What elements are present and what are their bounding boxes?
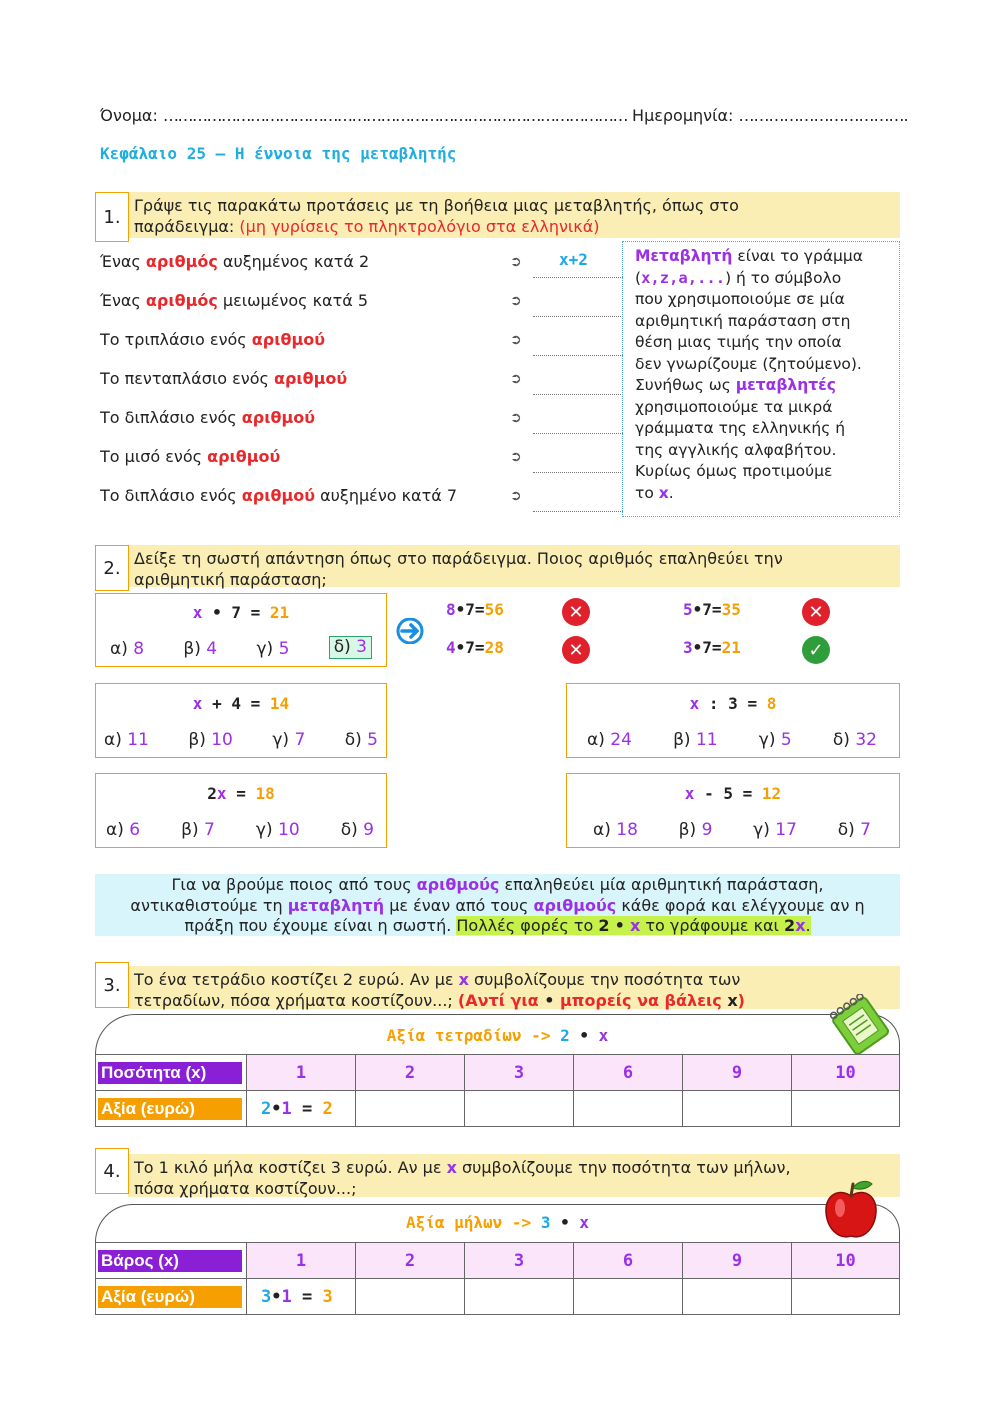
- example-question-box: [95, 593, 387, 667]
- section2-number: 2.: [95, 545, 129, 591]
- apple-icon: [820, 1178, 882, 1246]
- example-cell: 3•1 = 3: [247, 1279, 356, 1315]
- answer-field[interactable]: [533, 445, 623, 473]
- option-a[interactable]: α) 8: [110, 639, 145, 659]
- check-expression: 5•7=35: [683, 600, 741, 619]
- question-box-4: [566, 773, 900, 848]
- table2-row-weight: [96, 1243, 900, 1279]
- right-arrow-icon: [396, 618, 424, 648]
- option-d[interactable]: δ) 5: [344, 730, 378, 750]
- table2-row-value: [96, 1279, 900, 1315]
- table1-row-value: [96, 1091, 900, 1127]
- name-line: [100, 106, 908, 125]
- section1-instruction: Γράψε τις παρακάτω προτάσεις με τη βοήθεια μιας μεταβλητής, όπως στο παράδειγμα: (μη γυρίσεις το πληκτρολόγιο στα ελληνικά): [128, 192, 900, 238]
- section4-instruction: Το 1 κιλό μήλα κοστίζει 3 ευρώ. Αν με x συμβολίζουμε την ποσότητα των μήλων, πόσα χρήματα κοστίζουν...;: [128, 1154, 900, 1197]
- option-d-selected[interactable]: δ) 3: [329, 636, 372, 659]
- answer-cell[interactable]: [792, 1091, 900, 1127]
- section4-number: 4.: [95, 1148, 129, 1194]
- answer-field[interactable]: [533, 328, 623, 356]
- col-value: 3: [465, 1243, 574, 1279]
- sentence-row: Το τριπλάσιο ενός αριθμού: [100, 330, 326, 349]
- question-box-2: [566, 683, 900, 758]
- check-expression: 4•7=28: [446, 638, 504, 657]
- table1: [95, 1054, 900, 1127]
- arrow-icon: ➲: [510, 254, 522, 270]
- arrow-icon: ➲: [510, 371, 522, 387]
- options-3: [106, 820, 374, 840]
- answer-cell[interactable]: [356, 1279, 465, 1315]
- example-equation: x • 7 = 21: [192, 603, 290, 622]
- equation-3: 2x = 18: [207, 784, 275, 803]
- sentence-row: Το διπλάσιο ενός αριθμού αυξημένο κατά 7: [100, 486, 458, 505]
- answer-field[interactable]: [533, 484, 623, 512]
- highlight-tip: Πολλές φορές το 2 • x το γράφουμε και 2x.: [456, 916, 811, 935]
- date-field[interactable]: …………………………….: [738, 106, 908, 125]
- notebook-icon: [826, 994, 894, 1060]
- section1-number: 1.: [95, 192, 129, 242]
- answer-field[interactable]: x+2: [533, 250, 623, 278]
- answer-cell[interactable]: [574, 1091, 683, 1127]
- sentence-row: Ένας αριθμός μειωμένος κατά 5: [100, 291, 369, 310]
- option-c[interactable]: γ) 7: [272, 730, 306, 750]
- col-value: 9: [683, 1243, 792, 1279]
- sentence-row: Το μισό ενός αριθμού: [100, 447, 281, 466]
- answer-cell[interactable]: [465, 1279, 574, 1315]
- check-expression: 8•7=56: [446, 600, 504, 619]
- cross-icon: ✕: [562, 636, 590, 664]
- col-value: 9: [683, 1055, 792, 1091]
- col-value: 10: [792, 1243, 900, 1279]
- table1-title: Αξία τετραδίων -> 2 • x: [386, 1026, 609, 1045]
- option-c[interactable]: γ) 5: [758, 730, 792, 750]
- date-label: Ημερομηνία:: [632, 106, 734, 125]
- option-b[interactable]: β) 4: [183, 639, 218, 659]
- options-4: [593, 820, 871, 840]
- equation-2: x : 3 = 8: [689, 694, 777, 713]
- answer-field[interactable]: [533, 406, 623, 434]
- sentence-row: Ένας αριθμός αυξημένος κατά 2: [100, 252, 370, 271]
- option-d[interactable]: δ) 9: [340, 820, 374, 840]
- option-c[interactable]: γ) 5: [256, 639, 290, 659]
- check-icon: ✓: [802, 636, 830, 664]
- weight-label: Βάρος (x): [98, 1250, 242, 1272]
- arrow-icon: ➲: [510, 332, 522, 348]
- options-1: [104, 730, 378, 750]
- definition-box: Μεταβλητή είναι το γράμμα (x,z,a,...) ή το σύμβολο που χρησιμοποιούμε σε μία αριθμητική παράσταση στη θέση μιας τιμής την οποία δεν γνωρίζουμε (ζητούμενο). Συνήθως ως μεταβλητές χρησιμοποιούμε τα μικρά γράμματα της ελληνικής ή της αγγλικής αλφαβήτου. Κυρίως όμως προτιμούμε το x.: [622, 241, 900, 517]
- col-value: 6: [574, 1055, 683, 1091]
- options-2: [587, 730, 877, 750]
- option-d[interactable]: δ) 32: [832, 730, 877, 750]
- answer-cell[interactable]: [792, 1279, 900, 1315]
- arrow-icon: ➲: [510, 488, 522, 504]
- answer-cell[interactable]: [356, 1091, 465, 1127]
- option-b[interactable]: β) 9: [678, 820, 713, 840]
- equation-4: x - 5 = 12: [684, 784, 782, 803]
- option-b[interactable]: β) 10: [188, 730, 233, 750]
- option-a[interactable]: α) 18: [593, 820, 638, 840]
- section3-number: 3.: [95, 962, 129, 1008]
- name-field[interactable]: ……………………………………………………………………………………: [162, 106, 627, 125]
- col-value: 10: [792, 1055, 900, 1091]
- question-box-3: [95, 773, 387, 848]
- value-label: Αξία (ευρώ): [98, 1098, 242, 1120]
- question-box-1: [95, 683, 387, 758]
- cross-icon: ✕: [562, 598, 590, 626]
- option-d[interactable]: δ) 7: [837, 820, 871, 840]
- answer-cell[interactable]: [574, 1279, 683, 1315]
- col-value: 1: [247, 1243, 356, 1279]
- sentence-row: Το πενταπλάσιο ενός αριθμού: [100, 369, 348, 388]
- table2-title: Αξία μήλων -> 3 • x: [405, 1213, 590, 1232]
- answer-field[interactable]: [533, 367, 623, 395]
- answer-cell[interactable]: [683, 1279, 792, 1315]
- col-value: 3: [465, 1055, 574, 1091]
- col-value: 2: [356, 1055, 465, 1091]
- name-label: Όνομα:: [100, 106, 158, 125]
- col-value: 1: [247, 1055, 356, 1091]
- sentence-row: Το διπλάσιο ενός αριθμού: [100, 408, 316, 427]
- col-value: 6: [574, 1243, 683, 1279]
- arrow-icon: ➲: [510, 293, 522, 309]
- value-label: Αξία (ευρώ): [98, 1286, 242, 1308]
- section3-instruction: Το ένα τετράδιο κοστίζει 2 ευρώ. Αν με x συμβολίζουμε την ποσότητα των τετραδίων, πόσα χρήματα κοστίζουν...; (Αντί για • μπορείς να βάλεις x): [128, 966, 900, 1009]
- chapter-title: Κεφάλαιο 25 – Η έννοια της μεταβλητής: [100, 144, 457, 163]
- option-a[interactable]: α) 11: [104, 730, 149, 750]
- info-note: Για να βρούμε ποιος από τους αριθμούς επαληθεύει μία αριθμητική παράσταση, αντικαθιστούμε τη μεταβλητή με έναν από τους αριθμούς κάθε φορά και ελέγχουμε αν η πράξη που έχουμε είναι η σωστή. Πολλές φορές το 2 • x το γράφουμε και 2x.: [95, 874, 900, 936]
- answer-cell[interactable]: [465, 1091, 574, 1127]
- arrow-icon: ➲: [510, 449, 522, 465]
- section2-instruction: Δείξε τη σωστή απάντηση όπως στο παράδειγμα. Ποιος αριθμός επαληθεύει την αριθμητική παράσταση;: [128, 545, 900, 587]
- option-c[interactable]: γ) 10: [255, 820, 300, 840]
- table2: [95, 1242, 900, 1315]
- arrow-icon: ➲: [510, 410, 522, 426]
- quantity-label: Ποσότητα (x): [98, 1062, 242, 1084]
- option-b[interactable]: β) 7: [181, 820, 215, 840]
- table1-row-quantity: [96, 1055, 900, 1091]
- option-a[interactable]: α) 6: [106, 820, 141, 840]
- check-expression: 3•7=21: [683, 638, 741, 657]
- option-c[interactable]: γ) 17: [753, 820, 797, 840]
- example-options: [110, 639, 372, 659]
- option-a[interactable]: α) 24: [587, 730, 632, 750]
- cross-icon: ✕: [802, 598, 830, 626]
- equation-1: x + 4 = 14: [192, 694, 290, 713]
- col-value: 2: [356, 1243, 465, 1279]
- example-cell: 2•1 = 2: [247, 1091, 356, 1127]
- answer-cell[interactable]: [683, 1091, 792, 1127]
- option-b[interactable]: β) 11: [673, 730, 718, 750]
- answer-field[interactable]: [533, 289, 623, 317]
